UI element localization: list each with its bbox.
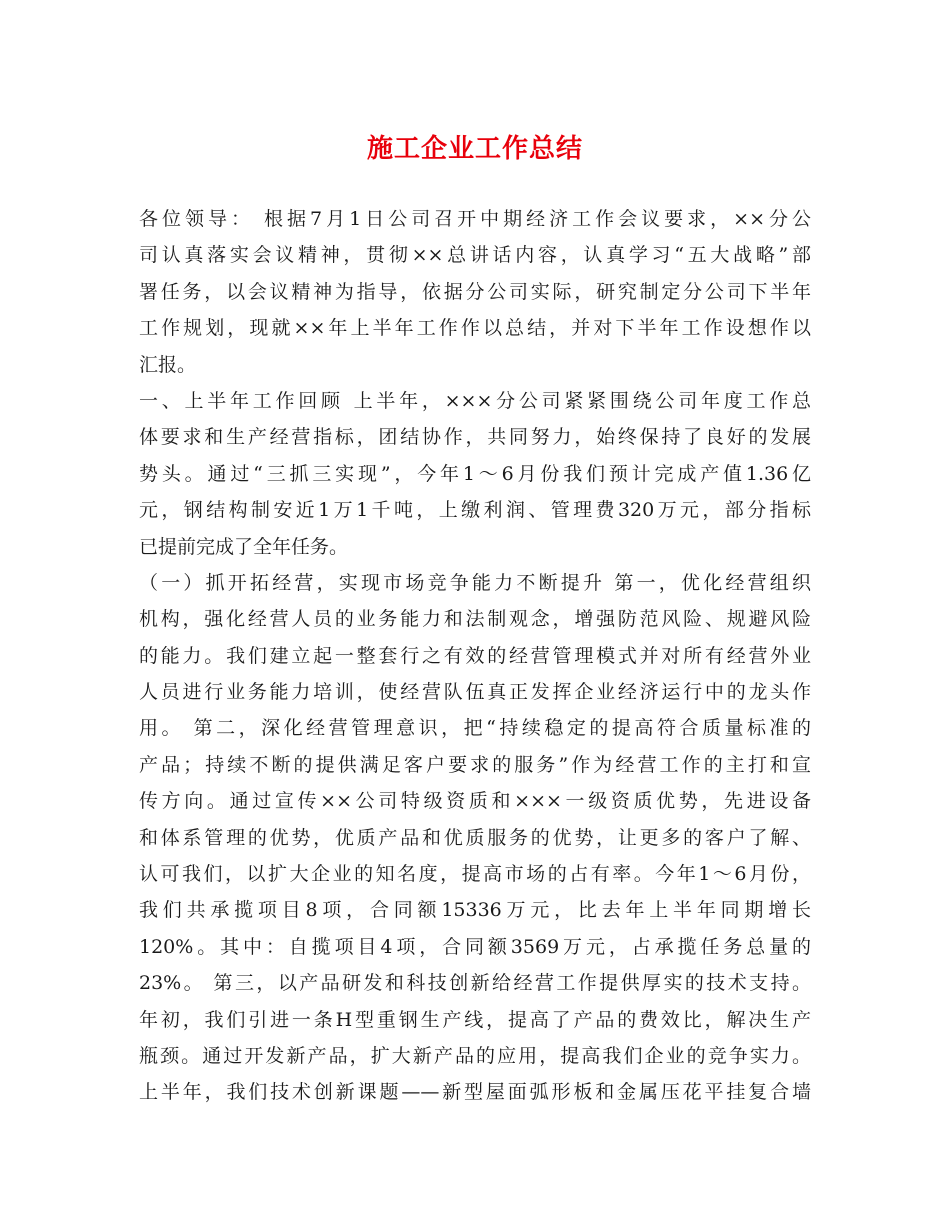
body-line: 年初，我们引进一条H型重钢生产线，提高了产品的费效比，解决生产 — [139, 1008, 811, 1031]
body-line: 和体系管理的优势，优质产品和优质服务的优势，让更多的客户了解、 — [139, 826, 811, 849]
body-line: 元，钢结构制安近1万1千吨，上缴利润、管理费320万元，部分指标 — [139, 499, 811, 522]
body-line: 的能力。我们建立起一整套行之有效的经营管理模式并对所有经营外业 — [139, 644, 811, 667]
body-line: 认可我们，以扩大企业的知名度，提高市场的占有率。今年1～6月份， — [139, 863, 811, 886]
body-line: 产品；持续不断的提供满足客户要求的服务”作为经营工作的主打和宣 — [139, 753, 811, 776]
body-line: 体要求和生产经营指标，团结协作，共同努力，始终保持了良好的发展 — [139, 426, 811, 449]
body-line: 传方向。通过宣传××公司特级资质和×××一级资质优势，先进设备 — [139, 790, 811, 813]
body-line: 司认真落实会议精神，贯彻××总讲话内容，认真学习“五大战略”部 — [139, 244, 811, 267]
body-line: 势头。通过“三抓三实现”，今年1～6月份我们预计完成产值1.36亿 — [139, 462, 811, 485]
body-line: 已提前完成了全年任务。 — [139, 535, 349, 558]
body-line: 工作规划，现就××年上半年工作作以总结，并对下半年工作设想作以 — [139, 317, 811, 340]
body-line: 各位领导： 根据7月1日公司召开中期经济工作会议要求，××分公 — [139, 208, 811, 230]
body-line: 署任务，以会议精神为指导，依据分公司实际，研究制定分公司下半年 — [139, 280, 811, 303]
body-line: 23%。 第三，以产品研发和科技创新给经营工作提供厚实的技术支持。 — [139, 972, 811, 995]
body-line: 上半年，我们技术创新课题——新型屋面弧形板和金属压花平挂复合墙 — [139, 1081, 811, 1104]
body-line: 一、上半年工作回顾 上半年，×××分公司紧紧围绕公司年度工作总 — [139, 389, 811, 412]
body-line: 我们共承揽项目8项，合同额15336万元，比去年上半年同期增长 — [139, 899, 811, 922]
document-body — [139, 201, 811, 1111]
document-title: 施工企业工作总结 — [366, 134, 583, 164]
body-line: 人员进行业务能力培训，使经营队伍真正发挥企业经济运行中的龙头作 — [139, 681, 811, 704]
body-line: 汇报。 — [139, 353, 197, 376]
body-line: 瓶颈。通过开发新产品，扩大新产品的应用，提高我们企业的竞争实力。 — [139, 1044, 811, 1067]
body-line: 机构，强化经营人员的业务能力和法制观念，增强防范风险、规避风险 — [139, 608, 811, 631]
body-line: 120%。其中：自揽项目4项，合同额3569万元，占承揽任务总量的 — [139, 935, 811, 958]
body-line: （一）抓开拓经营，实现市场竞争能力不断提升 第一，优化经营组织 — [139, 571, 811, 594]
body-line: 用。 第二，深化经营管理意识，把“持续稳定的提高符合质量标准的 — [139, 717, 811, 740]
